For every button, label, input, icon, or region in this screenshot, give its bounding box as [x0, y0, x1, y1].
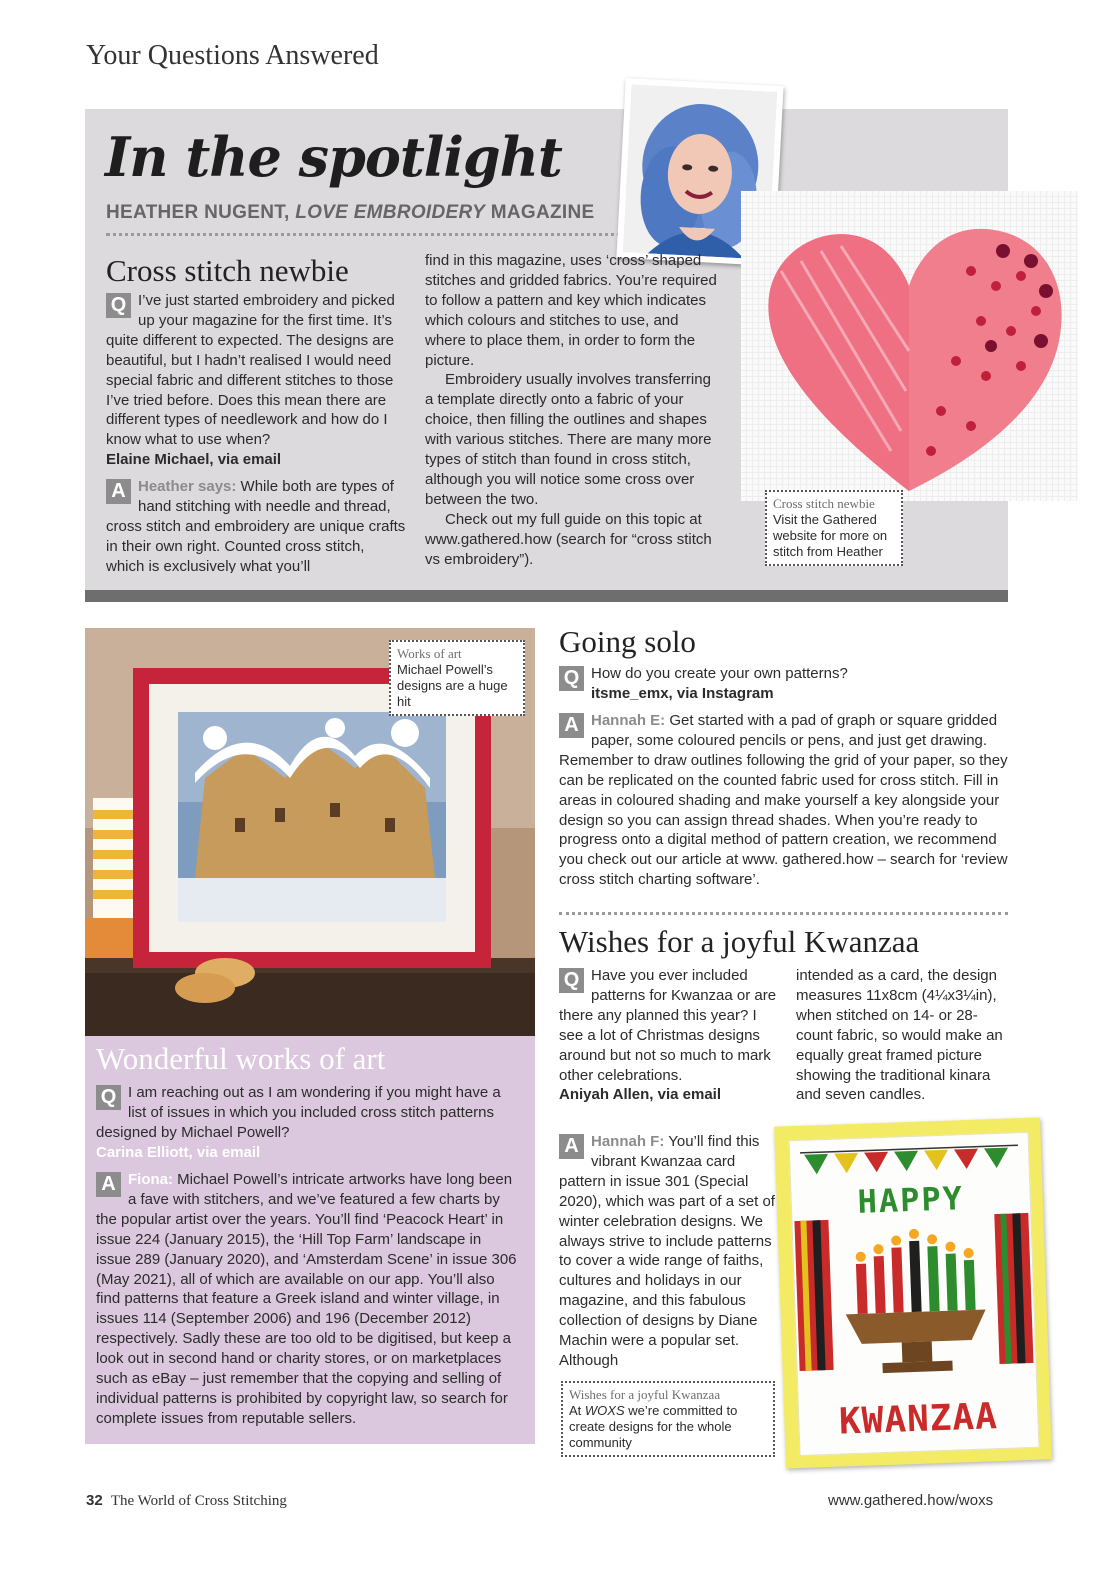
- byline-suffix: MAGAZINE: [485, 202, 595, 223]
- kwanzaa-card-kwanzaa: KWANZAA: [838, 1396, 999, 1443]
- works-art-answer: Michael Powell’s intricate artworks have long been a fave with stitchers, and we’ve featured a few charts by the popular artist over the years. You’ll find ‘Peacock Heart’ in issue 224 (January 2015), the ‘Hill Top Farm’ landscape in issue 289 (January 2020), and ‘Amsterdam Scene’ in issue 306 (May 2021), all of which are available on our app. You’ll also find patterns that feature a Greek island and winter village, in issues 114 (September 2006) and 196 (December 2012) respectively. Sadly these are too old to be digitised, but keep a look out in second hand or charity stores, or on marketplaces such as eBay – just remember that the copying and selling of individual patterns is prohibited by copyright law, so search for complete issues from reputable sellers.: [96, 1171, 517, 1427]
- spotlight-answer-p1a: While both are types of hand stitching with needle and thread, cross stitch and embroidery are unique crafts in their own right. Counted cross stitch, which is exclusively what you’ll: [106, 478, 406, 573]
- spotlight-question: I’ve just started embroidery and picked up your magazine for the first time. It’s quite different to expected. The designs are beautiful, but I hadn’t realised I would need special fabric and different stitches to those I’ve tried before. Does this mean there are different types of needlework and how do I know what to use when?: [106, 292, 395, 449]
- kwanzaa-caption: [561, 1381, 775, 1457]
- works-art-asker: Carina Elliott, via email: [96, 1143, 261, 1161]
- going-solo-heading: Going solo: [559, 624, 696, 659]
- cross-stitch-newbie-heading: Cross stitch newbie: [106, 253, 349, 288]
- kwanzaa-heading: Wishes for a joyful Kwanzaa: [559, 924, 920, 959]
- spotlight-question-block: [106, 291, 406, 470]
- wonderful-works-heading: Wonderful works of art: [96, 1041, 386, 1076]
- works-art-caption-text: Michael Powell’s designs are a huge hit: [397, 662, 508, 709]
- a-badge-icon: A: [106, 479, 131, 504]
- kwanzaa-answer-continued: intended as a card, the design measures 11x8cm (4¼x3¼in), when stitched on 14- or 28-count fabric, so would make an equally great framed picture showing the traditional kinara and seven candles.: [796, 967, 1003, 1104]
- kwanzaa-answer-block: [559, 1132, 777, 1371]
- works-art-caption: [389, 640, 525, 716]
- kwanzaa-caption-title: Wishes for a joyful Kwanzaa: [569, 1387, 721, 1402]
- spotlight-title: In the spotlight: [105, 125, 562, 189]
- spotlight-answer-p2: Embroidery usually involves transferring a template directly onto a fabric of your choice, then filling the outlines and shapes with various stitches. There are many more types of stitch than found in cross stitch, although you will notice some cross over between the two.: [425, 371, 712, 508]
- byline-name: HEATHER NUGENT,: [106, 202, 296, 223]
- a-badge-icon-2: A: [96, 1172, 121, 1197]
- spotlight-asker: Elaine Michael, via email: [106, 451, 282, 469]
- kwanzaa-question: Have you ever included patterns for Kwanzaa or are there any planned this year? I see a lot of Christmas designs around but not so much to mark other celebrations.: [559, 967, 777, 1084]
- kwanzaa-answer-label: Hannah F:: [591, 1133, 665, 1150]
- spotlight-answer-p3: Check out my full guide on this topic at www.gathered.how (search for “cross stitch vs embroidery”).: [425, 510, 712, 568]
- q-badge-icon-3: Q: [559, 666, 584, 691]
- embroidered-heart-photo: [741, 191, 1078, 501]
- kwanzaa-card-happy: HAPPY: [856, 1179, 965, 1221]
- spotlight-answer-p1b: find in this magazine, uses ‘cross’ shaped stitches and gridded fabrics. You’re required to follow a pattern and key which indicates which colours and stitches to use, and where to place them, in order to form the picture.: [425, 252, 717, 369]
- byline-publication: LOVE EMBROIDERY: [295, 202, 486, 223]
- kwanzaa-question-block: [559, 966, 777, 1105]
- spotlight-caption-text: Visit the Gathered website for more on stitch from Heather: [773, 512, 888, 559]
- page-number: 32: [86, 1492, 103, 1509]
- going-solo-answer-label: Hannah E:: [591, 712, 666, 729]
- kwanzaa-card-photo: [774, 1117, 1052, 1468]
- going-solo-answer: Get started with a pad of graph or square gridded paper, some coloured pencils or pens, and just get drawing. Remember to draw outlines following the grid of your paper, so they can be replicated on the counted fabric used for cross stitch. Fill in areas in coloured shading and make yourself a key alongside your design so you can assign thread shades. When you’re ready to progress onto a digital method of pattern creation, we recommend you check out our article at www. gathered.how – search for ‘review cross stitch charting software’.: [559, 712, 1008, 889]
- works-art-answer-label: Fiona:: [128, 1171, 173, 1188]
- works-art-caption-title: Works of art: [397, 646, 462, 661]
- footer-left: [86, 1492, 287, 1510]
- q-badge-icon-2: Q: [96, 1085, 121, 1110]
- magazine-name: The World of Cross Stitching: [110, 1493, 287, 1509]
- going-solo-answer-block: [559, 711, 1008, 890]
- spotlight-caption: [765, 490, 903, 566]
- spotlight-answer-continued: [425, 251, 721, 570]
- works-art-question-block: [96, 1083, 518, 1163]
- going-solo-question-block: [559, 664, 1008, 704]
- going-solo-question: How do you create your own patterns?: [591, 665, 848, 682]
- kwanzaa-caption-text: At WOXS we’re committed to create designs for the whole community: [569, 1403, 738, 1450]
- going-solo-divider: [559, 912, 1008, 915]
- footer-url: www.gathered.how/woxs: [828, 1492, 994, 1509]
- spotlight-answer-block: [106, 477, 406, 573]
- spotlight-caption-title: Cross stitch newbie: [773, 496, 875, 511]
- going-solo-asker: itsme_emx, via Instagram: [591, 684, 774, 702]
- q-badge-icon-4: Q: [559, 968, 584, 993]
- kwanzaa-answer: You’ll find this vibrant Kwanzaa card pattern in issue 301 (Special 2020), which was part of a set of winter celebration designs. We always strive to include patterns to cover a wide range of faiths, cultures and holidays in our magazine, and this fabulous collection of designs by Diane Machin were a popular set. Although: [559, 1133, 775, 1369]
- q-badge-icon: Q: [106, 293, 131, 318]
- spotlight-byline: [106, 202, 594, 224]
- works-art-answer-block: [96, 1170, 518, 1429]
- a-badge-icon-4: A: [559, 1134, 584, 1159]
- byline-divider: [106, 233, 634, 236]
- section-header: Your Questions Answered: [86, 40, 379, 71]
- spotlight-answer-label: Heather says:: [138, 478, 237, 495]
- kwanzaa-asker: Aniyah Allen, via email: [559, 1086, 722, 1104]
- works-art-question: I am reaching out as I am wondering if you might have a list of issues in which you included cross stitch patterns designed by Michael Powell?: [96, 1084, 501, 1141]
- a-badge-icon-3: A: [559, 713, 584, 738]
- spotlight-bottom-rule: [85, 590, 1008, 602]
